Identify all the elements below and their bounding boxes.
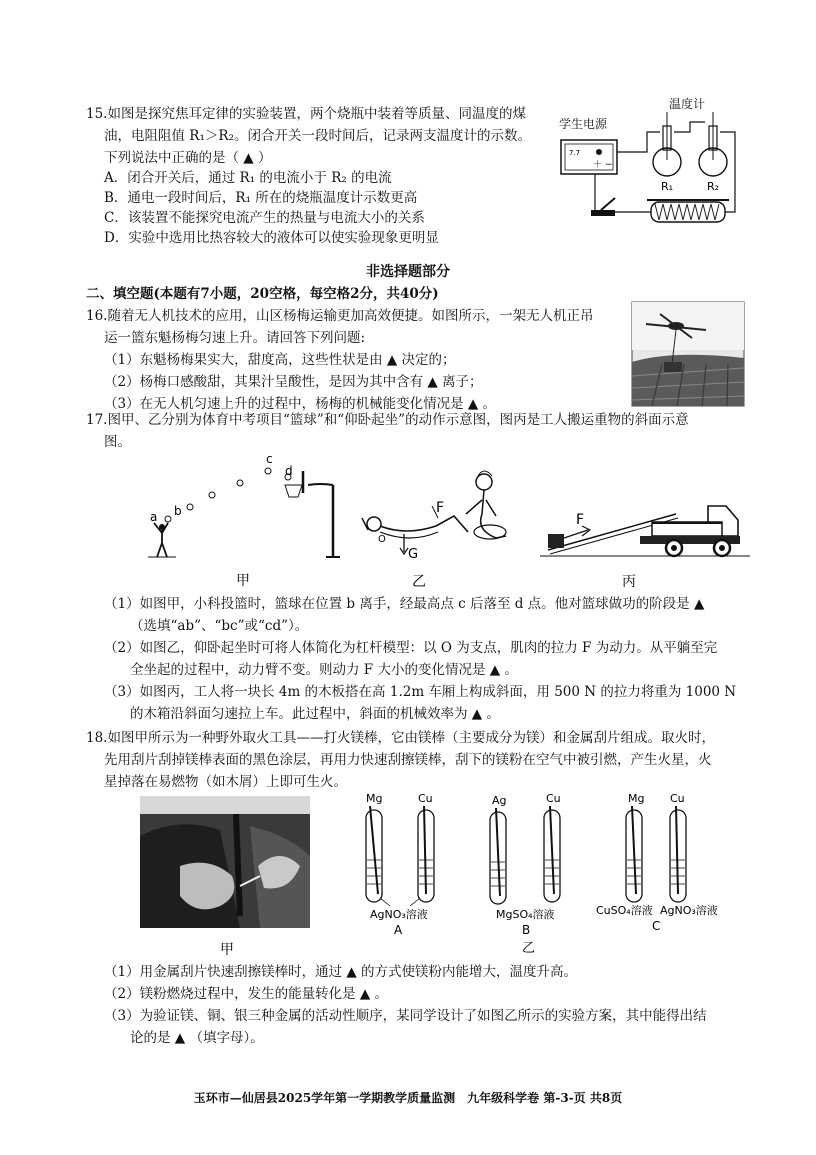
q16-line-2: 运一篮东魁杨梅匀速上升。请回答下列问题: (104, 330, 366, 346)
q15-line-1: 15.如图是探究焦耳定律的实验装置，两个烧瓶中装着等质量、同温度的煤 (86, 106, 526, 122)
q17-fig-jia-basketball (140, 452, 350, 595)
q15-line-2: 油，电阻阻值 R₁＞R₂。闭合开关一段时间后，记录两支温度计的示数。 (104, 128, 531, 144)
q18-line-2: 先用刮片刮掉镁棒表面的黑色涂层，再用力快速刮擦镁棒，刮下的镁粉在空气中被引燃，产生火星，火 (104, 752, 712, 768)
svg-text:＋ −: ＋ − (593, 160, 613, 170)
q18-fig-yi-tubes (340, 790, 740, 960)
label-O: O (378, 534, 386, 545)
q18-label-jia: 甲 (220, 942, 234, 958)
q15-option-c: C．该装置不能探究电流产生的热量与电流大小的关系 (104, 210, 425, 226)
q18-fig-jia-photo (140, 796, 310, 958)
q17-fig-bing-ramp (540, 496, 752, 596)
label-jia: 甲 (236, 573, 250, 589)
q17-subq-2b: 全坐起的过程中，动力臂不变。则动力 F 大小的变化情况是 ▲ 。 (130, 662, 518, 678)
c-metal-2: Cu (670, 792, 685, 805)
q16-line-1: 16.随着无人机技术的应用，山区杨梅运输更加高效便捷。如图所示，一架无人机正吊 (86, 308, 594, 324)
q17-line-1: 17.图甲、乙分别为体育中考项目“篮球”和“仰卧起坐”的动作示意图，图丙是工人搬运重物的斜面示意 (86, 412, 689, 428)
q18-line-1: 18.如图甲所示为一种野外取火工具——打火镁棒，它由镁棒（主要成分为镁）和金属刮片组成。取火时， (86, 730, 715, 746)
b-metal-2: Cu (546, 792, 561, 805)
q17-subq-2a: （2）如图乙，仰卧起坐时可将人体简化为杠杆模型：以 O 为支点，肌肉的拉力 F 为动力。从平躺至完 (104, 640, 718, 656)
q17-subq-1a: （1）如图甲，小科投篮时，篮球在位置 b 离手，经最高点 c 后落至 d 点。他对篮球做功的阶段是 ▲ (104, 596, 705, 612)
q17-subq-1b: （选填“ab”、“bc”或“cd”）。 (130, 618, 309, 634)
c-metal-1: Mg (628, 792, 645, 805)
test-set-a (366, 792, 434, 937)
q18-subq-2: （2）镁粉燃烧过程中，发生的能量转化是 ▲ 。 (104, 986, 389, 1002)
b-solution: MgSO₄溶液 (496, 908, 555, 921)
thermometer-label: 温度计 (669, 97, 706, 111)
label-F-ramp: F (576, 512, 585, 528)
q15-option-a: A．闭合开关后，通过 R₁ 的电流小于 R₂ 的电流 (104, 170, 392, 186)
q16-subq-3: （3）在无人机匀速上升的过程中，杨梅的机械能变化情况是 ▲ 。 (104, 396, 497, 412)
section-2-heading: 二、填空题(本题有7小题，20空格，每空格2分，共40分) (86, 286, 439, 302)
label-F-situp: F (436, 500, 445, 516)
c-label: C (652, 919, 661, 933)
label-d: d (285, 464, 293, 478)
a-label: A (394, 923, 403, 937)
q18-subq-1: （1）用金属刮片快速刮擦镁棒时，通过 ▲ 的方式使镁粉内能增大，温度升高。 (104, 964, 578, 980)
q15-circuit-figure (555, 92, 755, 242)
test-set-b (490, 792, 561, 956)
q16-subq-1: （1）东魁杨梅果实大，甜度高，这些性状是由 ▲ 决定的； (104, 352, 456, 368)
label-bing: 丙 (622, 574, 636, 590)
q17-subq-3b: 的木箱沿斜面匀速拉上车。此过程中，斜面的机械效率为 ▲ 。 (130, 706, 500, 722)
q17-subq-3a: （3）如图丙，工人将一块长 4m 的木板搭在高 1.2m 车厢上构成斜面，用 500 N 的拉力将重为 1000 N (104, 684, 737, 700)
q18-label-yi: 乙 (522, 941, 536, 956)
section-title: 非选择题部分 (366, 264, 450, 280)
a-solution: AgNO₃溶液 (370, 908, 428, 921)
test-set-c (596, 792, 718, 933)
r1-label: R₁ (661, 180, 674, 193)
svg-text:7.7: 7.7 (569, 149, 581, 157)
r2-label: R₂ (707, 180, 720, 193)
label-a: a (150, 510, 158, 524)
b-metal-1: Ag (492, 794, 507, 807)
q17-line-2: 图。 (104, 434, 131, 450)
b-label: B (522, 923, 531, 937)
c-solution-1: CuSO₄溶液 (596, 904, 653, 917)
a-metal-2: Cu (418, 792, 433, 805)
q15-line-3: 下列说法中正确的是（ ▲ ） (104, 150, 272, 166)
label-c: c (266, 452, 273, 466)
q15-option-d: D．实验中选用比热容较大的液体可以使实验现象更明显 (104, 230, 439, 246)
page-footer: 玉环市—仙居县2025学年第一学期教学质量监测 九年级科学卷 第-3-页 共8页 (193, 1091, 623, 1105)
q18-subq-3a: （3）为验证镁、铜、银三种金属的活动性顺序，某同学设计了如图乙所示的实验方案，其中能得出结 (104, 1008, 707, 1024)
label-yi: 乙 (412, 574, 426, 590)
q18-subq-3b: 论的是 ▲ （填字母）。 (130, 1030, 264, 1046)
q17-fig-yi-situps (356, 460, 516, 594)
label-b: b (174, 504, 182, 518)
power-supply-label: 学生电源 (559, 117, 608, 131)
q18-line-3: 星掉落在易燃物（如木屑）上即可生火。 (104, 774, 347, 790)
c-solution-2: AgNO₃溶液 (660, 904, 718, 917)
q16-drone-photo (632, 302, 744, 406)
q15-option-b: B．通电一段时间后，R₁ 所在的烧瓶温度计示数更高 (104, 190, 418, 206)
a-metal-1: Mg (366, 792, 383, 805)
label-G: G (408, 547, 419, 562)
q16-subq-2: （2）杨梅口感酸甜，其果汁呈酸性，是因为其中含有 ▲ 离子； (104, 374, 483, 390)
